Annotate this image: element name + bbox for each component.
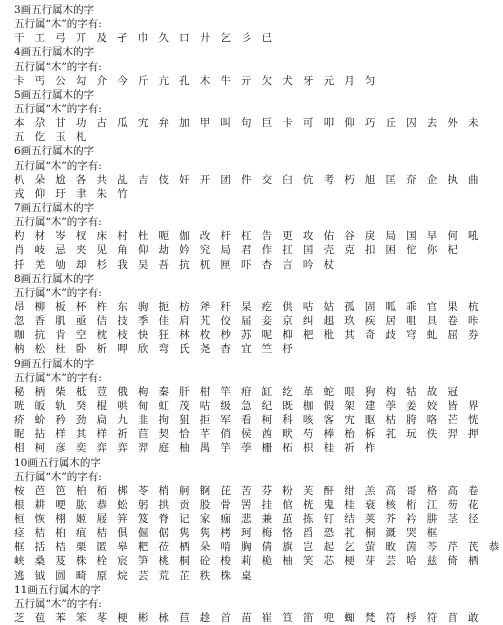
section-title: 7画五行属木的字 [14,201,95,214]
character-list-line: 框 括 桔 栗 匿 皋 粑 莅 栖 朵 啃 胸 倩 旗 岂 起 乞 萤 畋 茵 芩 芹 芪 恭 [14,541,503,554]
character-list-line: 本 尕 甘 功 古 瓜 宄 弁 加 甲 叫 句 巨 卡 可 叩 仰 巧 丘 囚 去 外 未 [14,117,482,130]
section-title: 3画五行属木的字 [14,4,95,16]
section-subtitle: 五行属“木”的字有: [14,102,102,115]
document-body [14,3,503,625]
character-list-line: 朳 朵 尬 各 共 乩 吉 伎 奸 开 团 件 交 臼 伉 考 朽 旭 匡 夼 企 执 曲 [14,173,482,186]
character-list-line: 戎 仰 玗 聿 朱 竹 [14,187,132,200]
section-subtitle: 五行属“木”的字有: [14,286,102,299]
section-title: 5画五行属木的字 [14,88,95,101]
section-title: 11画五行属木的字 [14,583,101,596]
character-list-line: 五 仡 玉 札 [14,131,90,144]
character-list-line: 杓 材 岑 杈 床 村 杜 呃 伽 改 杆 杠 告 更 攻 佑 谷 戾 局 国 早 何 吼 [14,230,482,243]
section-title: 8画五行属木的字 [14,272,95,285]
character-list-line: 根 耕 哽 肱 恭 蚣 躬 拱 贡 股 骨 罟 挂 倌 桄 鬼 桂 衰 核 桁 江 芴 花 [14,498,482,511]
character-list-line: 昂 柳 板 杯 杵 东 驹 扼 枋 斧 秆 杲 疙 供 咕 姑 孤 固 呱 乖 官 果 杭 [14,300,482,313]
section-title: 4画五行属木的字 [14,46,95,59]
character-list-line: 峡 桑 芨 株 栓 宸 笋 桃 桐 砼 梭 莉 桅 柚 笑 芯 梗 芽 芸 哈 兹 倚 栖 [14,555,482,568]
character-list-line: 枘 松 杜 卧 析 呷 欣 弯 氏 尧 杳 宜 竺 杼 [14,343,297,356]
character-list-line: 逃 钺 圆 畸 原 烷 芸 荒 芷 秩 株 桌 [14,569,255,582]
section-subtitle: 五行属“木”的字有: [14,159,102,172]
character-list-line: 相 柯 彦 奕 弈 弈 羿 庭 柚 禺 竽 荸 栅 柘 枳 桂 祈 柞 [14,442,379,455]
section-title: 10画五行属木的字 [14,456,101,469]
section-subtitle: 五行属“木”的字有: [14,60,102,73]
character-list-line: 芝 苞 苯 笨 苳 梗 彬 栐 苣 趁 首 苗 崔 笪 笛 兜 蜘 梵 符 桴 符 苜 敢 [14,612,482,625]
section-subtitle: 五行属“木”的字有: [14,216,102,229]
character-list-line: 干 工 弓 丌 及 孑 巾 久 口 廾 乞 彡 已 [14,32,276,45]
character-list-line: 秘 柄 柴 柢 荳 俄 枸 秦 肝 柑 竿 疳 缸 纥 革 蛇 哏 狗 构 牯 故 冠 [14,385,462,398]
character-list-line: 肖 岐 忌 夹 见 角 仰 劫 妗 究 局 君 作 扛 囯 壳 克 扣 困 佗 你 杞 [14,244,462,257]
character-list-line: 咖 抗 肯 空 枕 枝 快 狂 林 枚 杪 苏 呢 枊 杷 枇 其 奇 歧 穹 虬 屈 券 [14,329,482,342]
character-list-line: 桓 恢 栩 姬 屐 笄 笈 脊 记 家 痂 悲 兼 茧 拣 钉 结 荚 芥 衿 肼 茎 径 [14,513,482,526]
character-list-line: 昵 拈 样 其 样 祈 苣 契 恰 芊 俏 侯 酋 畎 芍 棒 枱 柝 芤 玩 佚 羿 押 [14,428,482,441]
section-title: 6画五行属木的字 [14,145,95,158]
character-list-line: 扦 羌 劬 却 杉 我 吴 吾 抗 杌 匣 吓 杏 言 吟 杖 [14,258,338,271]
character-list-line: 忽 香 肌 亟 佶 技 季 佳 肩 艽 佼 届 妾 京 纠 趄 玖 疾 居 咀 具 卷 咔 [14,315,482,328]
character-list-line: 卡 丐 公 勾 介 今 斤 亢 孔 木 牛 亓 欠 犬 牙 元 月 匀 [14,74,379,87]
character-list-line: 疥 蚧 矜 劲 扃 九 韭 拘 狙 拒 军 看 柯 科 咳 客 宄 眍 枯 胯 咯 芒 恍 [14,414,482,427]
section-subtitle: 五行属“木”的字有: [14,470,102,483]
character-list-line: 痉 桔 桕 疽 桔 俱 倔 倨 隽 隽 栲 珂 梅 恪 舀 恐 芤 桐 溉 哭 框 [14,527,441,540]
character-list-line: 咣 皈 轨 癸 棍 哄 甸 虹 茂 咕 级 急 纪 既 枷 假 架 建 荸 姜 姣 皆 界 [14,399,482,412]
character-list-line: 桉 芭 笆 柏 栢 梆 苓 梢 舸 锕 芘 苦 芬 粉 芙 酐 绀 羔 高 哥 格 高 卷 [14,484,482,497]
section-subtitle: 五行属“木”的字有: [14,371,102,384]
section-title: 9画五行属木的字 [14,357,95,370]
section-subtitle: 五行属“木”的字有: [14,18,102,31]
section-subtitle: 五行属“木”的字有: [14,597,102,610]
